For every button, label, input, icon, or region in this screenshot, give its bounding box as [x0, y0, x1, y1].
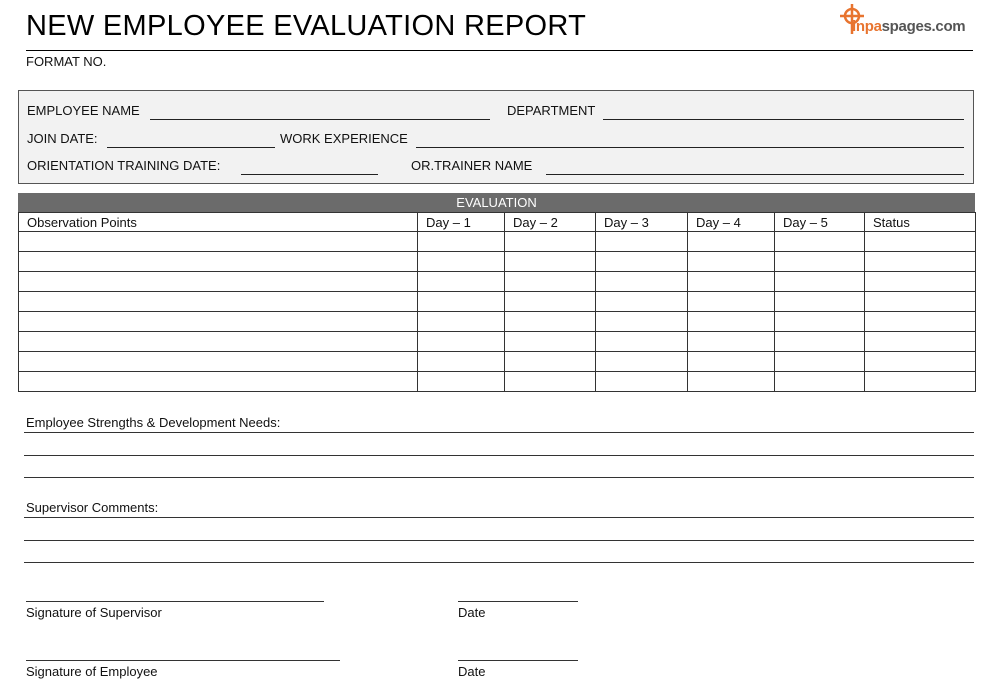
- table-row: [19, 252, 976, 272]
- department-label: DEPARTMENT: [507, 103, 596, 118]
- day-3-cell[interactable]: [596, 352, 688, 372]
- title-divider: [26, 50, 973, 51]
- strengths-label: Employee Strengths & Development Needs:: [26, 415, 281, 430]
- status-cell[interactable]: [865, 352, 976, 372]
- day-5-cell[interactable]: [775, 372, 865, 392]
- trainer-name-label: OR.TRAINER NAME: [411, 158, 533, 173]
- logo-wordmark: [852, 18, 965, 35]
- observation-cell[interactable]: [19, 332, 418, 352]
- status-cell[interactable]: [865, 232, 976, 252]
- table-row: [19, 312, 976, 332]
- status-cell[interactable]: [865, 312, 976, 332]
- day-2-cell[interactable]: [505, 312, 596, 332]
- day-4-cell[interactable]: [688, 252, 775, 272]
- day-5-cell[interactable]: [775, 332, 865, 352]
- status-cell[interactable]: [865, 372, 976, 392]
- status-cell[interactable]: [865, 252, 976, 272]
- employee-signature-label: Signature of Employee: [26, 664, 158, 679]
- day-3-cell[interactable]: [596, 252, 688, 272]
- day-3-cell[interactable]: [596, 292, 688, 312]
- join-date-label: JOIN DATE:: [27, 131, 98, 146]
- day-2-cell[interactable]: [505, 232, 596, 252]
- evaluation-heading: EVALUATION: [18, 193, 975, 212]
- col-status: Status: [865, 213, 976, 232]
- day-1-cell[interactable]: [418, 232, 505, 252]
- day-4-cell[interactable]: [688, 292, 775, 312]
- day-2-cell[interactable]: [505, 372, 596, 392]
- day-3-cell[interactable]: [596, 272, 688, 292]
- observation-cell[interactable]: [19, 292, 418, 312]
- logo-prefix: inpa: [852, 18, 882, 35]
- table-header-row: [19, 213, 976, 232]
- work-experience-field[interactable]: [416, 147, 964, 148]
- day-4-cell[interactable]: [688, 352, 775, 372]
- status-cell[interactable]: [865, 332, 976, 352]
- day-5-cell[interactable]: [775, 312, 865, 332]
- day-1-cell[interactable]: [418, 252, 505, 272]
- table-row: [19, 292, 976, 312]
- day-1-cell[interactable]: [418, 372, 505, 392]
- evaluation-rows: [19, 232, 976, 392]
- logo-rest: spages.com: [881, 18, 966, 35]
- strengths-line-3[interactable]: [24, 477, 974, 478]
- day-3-cell[interactable]: [596, 332, 688, 352]
- comments-line-1[interactable]: [24, 517, 974, 518]
- day-4-cell[interactable]: [688, 232, 775, 252]
- observation-cell[interactable]: [19, 232, 418, 252]
- col-observation-points: Observation Points: [19, 213, 418, 232]
- observation-cell[interactable]: [19, 352, 418, 372]
- day-3-cell[interactable]: [596, 372, 688, 392]
- day-5-cell[interactable]: [775, 252, 865, 272]
- day-4-cell[interactable]: [688, 332, 775, 352]
- trainer-name-field[interactable]: [546, 174, 964, 175]
- col-day-3: Day – 3: [596, 213, 688, 232]
- day-1-cell[interactable]: [418, 272, 505, 292]
- employee-signature-line[interactable]: [26, 660, 340, 661]
- day-4-cell[interactable]: [688, 312, 775, 332]
- day-2-cell[interactable]: [505, 272, 596, 292]
- department-field[interactable]: [603, 119, 964, 120]
- day-2-cell[interactable]: [505, 292, 596, 312]
- employee-date-line[interactable]: [458, 660, 578, 661]
- observation-cell[interactable]: [19, 252, 418, 272]
- comments-line-2[interactable]: [24, 540, 974, 541]
- table-row: [19, 332, 976, 352]
- day-5-cell[interactable]: [775, 292, 865, 312]
- table-row: [19, 352, 976, 372]
- format-number-label: FORMAT NO.: [26, 54, 107, 69]
- comments-line-3[interactable]: [24, 562, 974, 563]
- orientation-date-label: ORIENTATION TRAINING DATE:: [27, 158, 221, 173]
- day-4-cell[interactable]: [688, 272, 775, 292]
- day-1-cell[interactable]: [418, 292, 505, 312]
- observation-cell[interactable]: [19, 372, 418, 392]
- observation-cell[interactable]: [19, 272, 418, 292]
- join-date-field[interactable]: [107, 147, 275, 148]
- site-logo: [838, 4, 978, 44]
- day-1-cell[interactable]: [418, 312, 505, 332]
- status-cell[interactable]: [865, 272, 976, 292]
- supervisor-date-label: Date: [458, 605, 486, 620]
- supervisor-comments-label: Supervisor Comments:: [26, 500, 159, 515]
- day-4-cell[interactable]: [688, 372, 775, 392]
- work-experience-label: WORK EXPERIENCE: [280, 131, 408, 146]
- employee-name-field[interactable]: [150, 119, 490, 120]
- col-day-2: Day – 2: [505, 213, 596, 232]
- employee-date-label: Date: [458, 664, 486, 679]
- day-2-cell[interactable]: [505, 332, 596, 352]
- strengths-line-1[interactable]: [24, 432, 974, 433]
- day-2-cell[interactable]: [505, 252, 596, 272]
- orientation-date-field[interactable]: [241, 174, 378, 175]
- day-3-cell[interactable]: [596, 312, 688, 332]
- day-1-cell[interactable]: [418, 332, 505, 352]
- table-row: [19, 232, 976, 252]
- day-5-cell[interactable]: [775, 272, 865, 292]
- employee-info-box: [18, 90, 974, 184]
- day-3-cell[interactable]: [596, 232, 688, 252]
- day-2-cell[interactable]: [505, 352, 596, 372]
- col-day-5: Day – 5: [775, 213, 865, 232]
- supervisor-date-line[interactable]: [458, 601, 578, 602]
- evaluation-table: [18, 212, 976, 392]
- table-row: [19, 272, 976, 292]
- status-cell[interactable]: [865, 292, 976, 312]
- col-day-4: Day – 4: [688, 213, 775, 232]
- table-row: [19, 372, 976, 392]
- day-5-cell[interactable]: [775, 352, 865, 372]
- employee-name-label: EMPLOYEE NAME: [27, 103, 140, 118]
- day-1-cell[interactable]: [418, 352, 505, 372]
- col-day-1: Day – 1: [418, 213, 505, 232]
- supervisor-signature-line[interactable]: [26, 601, 324, 602]
- day-5-cell[interactable]: [775, 232, 865, 252]
- observation-cell[interactable]: [19, 312, 418, 332]
- strengths-line-2[interactable]: [24, 455, 974, 456]
- supervisor-signature-label: Signature of Supervisor: [26, 605, 162, 620]
- page-title: NEW EMPLOYEE EVALUATION REPORT: [26, 10, 587, 42]
